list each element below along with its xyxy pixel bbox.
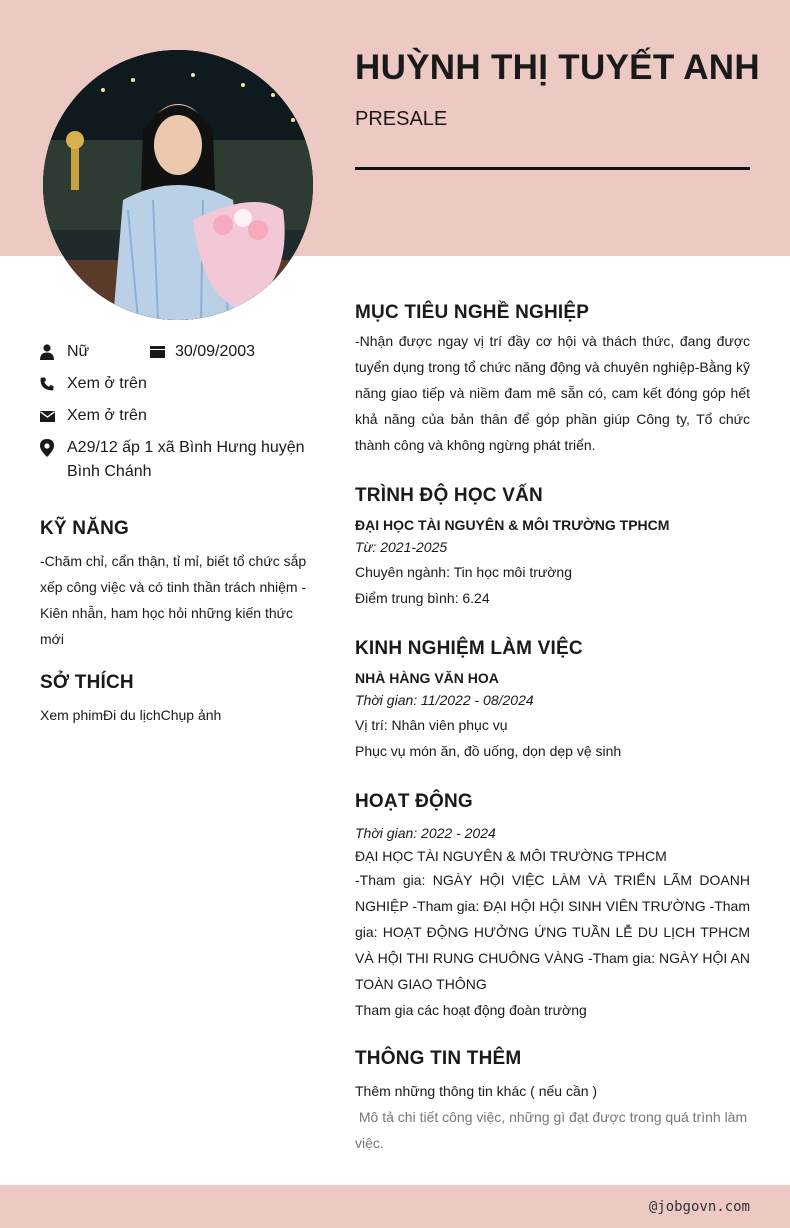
activities-title: HOẠT ĐỘNG [355, 791, 473, 812]
email-icon [40, 404, 67, 428]
experience-company: NHÀ HÀNG VĂN HOA [355, 670, 499, 686]
education-title: TRÌNH ĐỘ HỌC VẤN [355, 485, 543, 506]
phone-value: Xem ở trên [67, 375, 147, 392]
objective-section [355, 302, 750, 458]
experience-section [355, 638, 750, 764]
experience-desc: Phục vụ món ăn, đồ uống, dọn dẹp vệ sinh [355, 743, 622, 759]
objective-title: MỤC TIÊU NGHỀ NGHIỆP [355, 302, 590, 323]
gender-birthday-row [40, 340, 320, 372]
hobbies-title: SỞ THÍCH [40, 672, 134, 693]
experience-title: KINH NGHIỆM LÀM VIỆC [355, 638, 583, 659]
left-column [40, 340, 320, 728]
user-icon [40, 340, 67, 364]
email-row [40, 404, 320, 428]
job-position: PRESALE [355, 108, 448, 130]
skills-title: KỸ NĂNG [40, 518, 130, 539]
birthday-value: 30/09/2003 [175, 343, 256, 360]
header-divider [355, 167, 750, 170]
additional-section [355, 1048, 750, 1156]
education-period: Từ: 2021-2025 [355, 539, 448, 555]
candidate-name: HUỲNH THỊ TUYẾT ANH [355, 48, 760, 87]
skills-text: -Chăm chỉ, cẩn thận, tỉ mỉ, biết tổ chức sắp xếp công việc và có tinh thần trách nhiệm -Kiên nhẫn, ham học hỏi những kiến thức mới [40, 553, 307, 647]
email-value: Xem ở trên [67, 407, 147, 424]
calendar-icon [150, 340, 175, 364]
activities-period: Thời gian: 2022 - 2024 [355, 825, 496, 841]
experience-period: Thời gian: 11/2022 - 08/2024 [355, 692, 534, 708]
phone-row [40, 372, 320, 396]
experience-role: Vị trí: Nhân viên phục vụ [355, 717, 508, 733]
gender-value: Nữ [67, 343, 90, 360]
additional-title: THÔNG TIN THÊM [355, 1048, 522, 1069]
activities-text: -Tham gia: NGÀY HỘI VIỆC LÀM VÀ TRIỂN LÃM DOANH NGHIỆP -Tham gia: ĐẠI HỘI HỘI SINH VIÊN TRƯỜNG -Tham gia: HOẠT ĐỘNG HƯỞNG ỨNG TUẦN LỄ DU LỊCH TPHCM VÀ HỘI THI RUNG CHUÔNG VÀNG -Tham gia: NGÀY HỘI AN TOÀN GIAO THÔNG [355, 872, 750, 992]
education-major: Chuyên ngành: Tin học môi trường [355, 564, 573, 580]
footer-watermark: @jobgovn.com [648, 1199, 750, 1215]
hobbies-text: Xem phimĐi du lịchChụp ảnh [40, 707, 222, 723]
address-value: A29/12 ấp 1 xã Bình Hưng huyện Bình Chánh [67, 439, 305, 480]
objective-text: -Nhận được ngay vị trí đầy cơ hội và thách thức, đang được tuyển dụng trong tổ chức năng động và chuyên nghiệp-Bằng kỹ năng giao tiếp và niềm đam mê sẵn có, cam kết đóng góp hết khả năng của bản thân để góp phần giúp Công ty, Tổ chức thành công và không ngừng phát triển. [355, 333, 750, 453]
activities-extra: Tham gia các hoạt động đoàn trường [355, 1002, 587, 1018]
activities-org: ĐẠI HỌC TÀI NGUYÊN & MÔI TRƯỜNG TPHCM [355, 848, 667, 864]
additional-line1: Thêm những thông tin khác ( nếu cần ) [355, 1083, 598, 1099]
additional-line2: Mô tả chi tiết công việc, những gì đạt được trong quá trình làm việc. [355, 1109, 752, 1151]
profile-photo [43, 50, 313, 320]
address-row [40, 436, 320, 484]
activities-section [355, 791, 750, 1023]
location-pin-icon [40, 436, 67, 460]
education-school: ĐẠI HỌC TÀI NGUYÊN & MÔI TRƯỜNG TPHCM [355, 517, 670, 533]
education-section [355, 485, 750, 611]
phone-icon [40, 372, 67, 396]
education-gpa: Điểm trung bình: 6.24 [355, 590, 490, 606]
